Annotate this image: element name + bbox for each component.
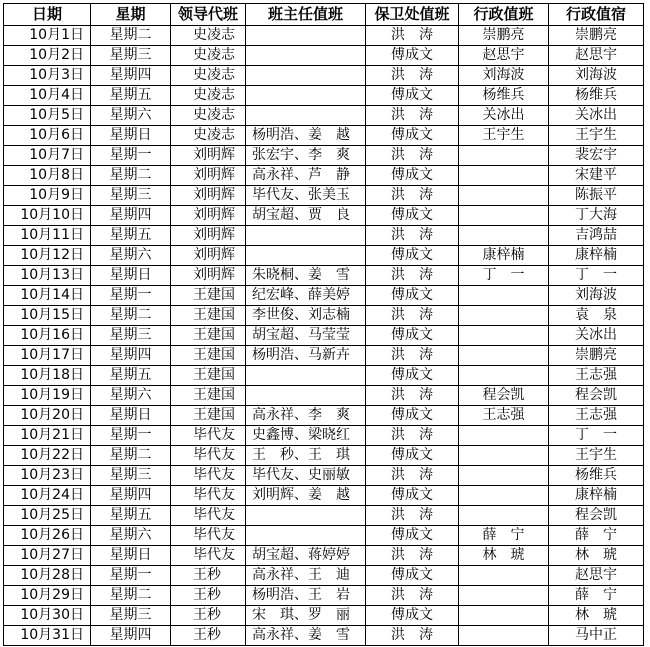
header-date: 日期 <box>4 4 91 26</box>
weekday-cell: 星期四 <box>91 346 171 366</box>
table-row <box>4 346 644 366</box>
duty-table <box>3 3 644 646</box>
admin-duty-cell: 刘海波 <box>459 66 549 86</box>
security-cell: 傅成文 <box>366 326 459 346</box>
admin-duty-cell <box>459 486 549 506</box>
date-cell: 10月20日 <box>4 406 91 426</box>
security-cell: 傅成文 <box>366 486 459 506</box>
admin-overnight-cell: 赵思宇 <box>549 46 644 66</box>
admin-overnight-cell: 王宇生 <box>549 446 644 466</box>
leader-cell: 王建国 <box>171 346 246 366</box>
weekday-cell: 星期五 <box>91 366 171 386</box>
head-teacher-cell: 朱晓桐、姜 雪 <box>246 266 366 286</box>
date-cell: 10月22日 <box>4 446 91 466</box>
admin-duty-cell <box>459 426 549 446</box>
table-row <box>4 286 644 306</box>
admin-overnight-cell: 崇鹏亮 <box>549 346 644 366</box>
security-cell: 傅成文 <box>366 406 459 426</box>
admin-overnight-cell: 王志强 <box>549 366 644 386</box>
admin-duty-cell <box>459 366 549 386</box>
weekday-cell: 星期六 <box>91 246 171 266</box>
header-admin-overnight: 行政值宿 <box>549 4 644 26</box>
admin-overnight-cell: 关冰出 <box>549 326 644 346</box>
weekday-cell: 星期一 <box>91 286 171 306</box>
admin-overnight-cell: 赵思宇 <box>549 566 644 586</box>
head-teacher-cell: 纪宏峰、薛美婷 <box>246 286 366 306</box>
security-cell: 洪 涛 <box>366 226 459 246</box>
admin-duty-cell <box>459 506 549 526</box>
leader-cell: 刘明辉 <box>171 206 246 226</box>
date-cell: 10月11日 <box>4 226 91 246</box>
security-cell: 洪 涛 <box>366 186 459 206</box>
security-cell: 洪 涛 <box>366 426 459 446</box>
leader-cell: 毕代友 <box>171 426 246 446</box>
table-row <box>4 46 644 66</box>
admin-overnight-cell: 薛 宁 <box>549 586 644 606</box>
admin-overnight-cell: 薛 宁 <box>549 526 644 546</box>
head-teacher-cell: 王 秒、王 琪 <box>246 446 366 466</box>
admin-overnight-cell: 崇鹏亮 <box>549 26 644 46</box>
security-cell: 洪 涛 <box>366 26 459 46</box>
admin-duty-cell: 关冰出 <box>459 106 549 126</box>
date-cell: 10月15日 <box>4 306 91 326</box>
admin-overnight-cell: 康梓楠 <box>549 246 644 266</box>
head-teacher-cell <box>246 86 366 106</box>
security-cell: 傅成文 <box>366 566 459 586</box>
table-row <box>4 506 644 526</box>
date-cell: 10月2日 <box>4 46 91 66</box>
admin-overnight-cell: 吉鸿喆 <box>549 226 644 246</box>
head-teacher-cell <box>246 26 366 46</box>
admin-duty-cell: 王宇生 <box>459 126 549 146</box>
weekday-cell: 星期二 <box>91 586 171 606</box>
table-row <box>4 306 644 326</box>
security-cell: 洪 涛 <box>366 506 459 526</box>
leader-cell: 毕代友 <box>171 466 246 486</box>
date-cell: 10月27日 <box>4 546 91 566</box>
admin-duty-cell <box>459 586 549 606</box>
weekday-cell: 星期三 <box>91 186 171 206</box>
leader-cell: 刘明辉 <box>171 246 246 266</box>
admin-overnight-cell: 程会凯 <box>549 506 644 526</box>
admin-overnight-cell: 林 琥 <box>549 546 644 566</box>
admin-duty-cell <box>459 206 549 226</box>
leader-cell: 刘明辉 <box>171 146 246 166</box>
weekday-cell: 星期四 <box>91 66 171 86</box>
admin-duty-cell: 康梓楠 <box>459 246 549 266</box>
admin-duty-cell: 王志强 <box>459 406 549 426</box>
admin-overnight-cell: 关冰出 <box>549 106 644 126</box>
leader-cell: 史凌志 <box>171 106 246 126</box>
header-leader-on-duty: 领导代班 <box>171 4 246 26</box>
admin-duty-cell <box>459 626 549 646</box>
date-cell: 10月17日 <box>4 346 91 366</box>
head-teacher-cell <box>246 526 366 546</box>
admin-duty-cell <box>459 226 549 246</box>
head-teacher-cell: 史鑫博、梁晓红 <box>246 426 366 446</box>
weekday-cell: 星期三 <box>91 326 171 346</box>
security-cell: 傅成文 <box>366 446 459 466</box>
header-admin-duty: 行政值班 <box>459 4 549 26</box>
security-cell: 洪 涛 <box>366 586 459 606</box>
head-teacher-cell: 李世俊、刘志楠 <box>246 306 366 326</box>
header-row <box>4 4 644 26</box>
admin-duty-cell <box>459 606 549 626</box>
date-cell: 10月3日 <box>4 66 91 86</box>
security-cell: 洪 涛 <box>366 546 459 566</box>
admin-overnight-cell: 陈振平 <box>549 186 644 206</box>
leader-cell: 毕代友 <box>171 486 246 506</box>
security-cell: 傅成文 <box>366 246 459 266</box>
admin-overnight-cell: 王志强 <box>549 406 644 426</box>
admin-duty-cell: 林 琥 <box>459 546 549 566</box>
head-teacher-cell: 毕代友、史丽敏 <box>246 466 366 486</box>
admin-duty-cell <box>459 346 549 366</box>
date-cell: 10月6日 <box>4 126 91 146</box>
date-cell: 10月31日 <box>4 626 91 646</box>
security-cell: 傅成文 <box>366 526 459 546</box>
header-head-teacher-duty: 班主任值班 <box>246 4 366 26</box>
weekday-cell: 星期一 <box>91 146 171 166</box>
weekday-cell: 星期二 <box>91 166 171 186</box>
admin-duty-cell: 薛 宁 <box>459 526 549 546</box>
admin-duty-cell <box>459 166 549 186</box>
leader-cell: 刘明辉 <box>171 166 246 186</box>
weekday-cell: 星期五 <box>91 86 171 106</box>
head-teacher-cell: 宋 琪、罗 丽 <box>246 606 366 626</box>
table-row <box>4 226 644 246</box>
header-weekday: 星期 <box>91 4 171 26</box>
head-teacher-cell: 杨明浩、姜 越 <box>246 126 366 146</box>
date-cell: 10月19日 <box>4 386 91 406</box>
date-cell: 10月23日 <box>4 466 91 486</box>
date-cell: 10月8日 <box>4 166 91 186</box>
head-teacher-cell <box>246 226 366 246</box>
weekday-cell: 星期二 <box>91 26 171 46</box>
head-teacher-cell: 杨明浩、马新卉 <box>246 346 366 366</box>
table-row <box>4 246 644 266</box>
admin-overnight-cell: 康梓楠 <box>549 486 644 506</box>
head-teacher-cell: 高永祥、芦 静 <box>246 166 366 186</box>
leader-cell: 王建国 <box>171 366 246 386</box>
admin-duty-cell: 崇鹏亮 <box>459 26 549 46</box>
head-teacher-cell: 张宏宇、李 爽 <box>246 146 366 166</box>
table-row <box>4 86 644 106</box>
date-cell: 10月13日 <box>4 266 91 286</box>
admin-overnight-cell: 丁 一 <box>549 266 644 286</box>
table-row <box>4 486 644 506</box>
table-row <box>4 446 644 466</box>
date-cell: 10月7日 <box>4 146 91 166</box>
leader-cell: 毕代友 <box>171 446 246 466</box>
admin-overnight-cell: 刘海波 <box>549 66 644 86</box>
leader-cell: 毕代友 <box>171 546 246 566</box>
weekday-cell: 星期六 <box>91 526 171 546</box>
table-row <box>4 466 644 486</box>
date-cell: 10月12日 <box>4 246 91 266</box>
leader-cell: 刘明辉 <box>171 186 246 206</box>
head-teacher-cell <box>246 386 366 406</box>
weekday-cell: 星期日 <box>91 266 171 286</box>
security-cell: 傅成文 <box>366 86 459 106</box>
admin-duty-cell: 丁 一 <box>459 266 549 286</box>
date-cell: 10月9日 <box>4 186 91 206</box>
table-row <box>4 426 644 446</box>
table-row <box>4 266 644 286</box>
leader-cell: 王秒 <box>171 566 246 586</box>
security-cell: 傅成文 <box>366 166 459 186</box>
admin-overnight-cell: 杨维兵 <box>549 86 644 106</box>
admin-duty-cell <box>459 286 549 306</box>
security-cell: 洪 涛 <box>366 306 459 326</box>
head-teacher-cell <box>246 246 366 266</box>
leader-cell: 刘明辉 <box>171 266 246 286</box>
weekday-cell: 星期一 <box>91 426 171 446</box>
admin-overnight-cell: 裴宏宇 <box>549 146 644 166</box>
weekday-cell: 星期三 <box>91 46 171 66</box>
admin-overnight-cell: 王宇生 <box>549 126 644 146</box>
admin-overnight-cell: 林 琥 <box>549 606 644 626</box>
admin-duty-cell <box>459 466 549 486</box>
security-cell: 洪 涛 <box>366 66 459 86</box>
head-teacher-cell: 高永祥、李 爽 <box>246 406 366 426</box>
head-teacher-cell: 毕代友、张美玉 <box>246 186 366 206</box>
weekday-cell: 星期三 <box>91 606 171 626</box>
weekday-cell: 星期二 <box>91 306 171 326</box>
weekday-cell: 星期四 <box>91 206 171 226</box>
duty-schedule <box>3 3 644 646</box>
admin-overnight-cell: 丁大海 <box>549 206 644 226</box>
date-cell: 10月14日 <box>4 286 91 306</box>
weekday-cell: 星期日 <box>91 126 171 146</box>
table-row <box>4 146 644 166</box>
security-cell: 傅成文 <box>366 366 459 386</box>
admin-duty-cell <box>459 566 549 586</box>
table-row <box>4 546 644 566</box>
table-row <box>4 186 644 206</box>
admin-overnight-cell: 马中正 <box>549 626 644 646</box>
leader-cell: 王建国 <box>171 286 246 306</box>
admin-duty-cell <box>459 446 549 466</box>
admin-overnight-cell: 程会凯 <box>549 386 644 406</box>
weekday-cell: 星期五 <box>91 226 171 246</box>
admin-duty-cell <box>459 326 549 346</box>
leader-cell: 王建国 <box>171 306 246 326</box>
leader-cell: 王秒 <box>171 586 246 606</box>
head-teacher-cell <box>246 46 366 66</box>
admin-overnight-cell: 杨维兵 <box>549 466 644 486</box>
head-teacher-cell: 胡宝超、贾 良 <box>246 206 366 226</box>
date-cell: 10月28日 <box>4 566 91 586</box>
date-cell: 10月4日 <box>4 86 91 106</box>
admin-overnight-cell: 丁 一 <box>549 426 644 446</box>
leader-cell: 王秒 <box>171 606 246 626</box>
head-teacher-cell: 高永祥、王 迪 <box>246 566 366 586</box>
table-row <box>4 326 644 346</box>
security-cell: 洪 涛 <box>366 346 459 366</box>
security-cell: 傅成文 <box>366 46 459 66</box>
leader-cell: 史凌志 <box>171 86 246 106</box>
security-cell: 傅成文 <box>366 286 459 306</box>
table-row <box>4 126 644 146</box>
weekday-cell: 星期三 <box>91 466 171 486</box>
date-cell: 10月24日 <box>4 486 91 506</box>
date-cell: 10月21日 <box>4 426 91 446</box>
date-cell: 10月16日 <box>4 326 91 346</box>
security-cell: 傅成文 <box>366 126 459 146</box>
table-row <box>4 606 644 626</box>
head-teacher-cell <box>246 66 366 86</box>
leader-cell: 史凌志 <box>171 46 246 66</box>
table-row <box>4 586 644 606</box>
security-cell: 洪 涛 <box>366 386 459 406</box>
leader-cell: 王建国 <box>171 386 246 406</box>
table-row <box>4 566 644 586</box>
head-teacher-cell: 胡宝超、马莹莹 <box>246 326 366 346</box>
admin-duty-cell <box>459 306 549 326</box>
table-row <box>4 166 644 186</box>
admin-duty-cell <box>459 186 549 206</box>
head-teacher-cell: 胡宝超、蒋婷婷 <box>246 546 366 566</box>
leader-cell: 毕代友 <box>171 526 246 546</box>
table-row <box>4 66 644 86</box>
date-cell: 10月5日 <box>4 106 91 126</box>
table-row <box>4 526 644 546</box>
head-teacher-cell: 高永祥、姜 雪 <box>246 626 366 646</box>
admin-duty-cell: 赵思宇 <box>459 46 549 66</box>
weekday-cell: 星期四 <box>91 486 171 506</box>
admin-duty-cell <box>459 146 549 166</box>
admin-overnight-cell: 宋建平 <box>549 166 644 186</box>
security-cell: 洪 涛 <box>366 626 459 646</box>
security-cell: 洪 涛 <box>366 106 459 126</box>
leader-cell: 史凌志 <box>171 26 246 46</box>
table-row <box>4 626 644 646</box>
security-cell: 洪 涛 <box>366 266 459 286</box>
weekday-cell: 星期一 <box>91 566 171 586</box>
table-row <box>4 386 644 406</box>
admin-overnight-cell: 袁 泉 <box>549 306 644 326</box>
header-security-duty: 保卫处值班 <box>366 4 459 26</box>
security-cell: 傅成文 <box>366 606 459 626</box>
date-cell: 10月29日 <box>4 586 91 606</box>
date-cell: 10月1日 <box>4 26 91 46</box>
weekday-cell: 星期日 <box>91 546 171 566</box>
date-cell: 10月25日 <box>4 506 91 526</box>
weekday-cell: 星期六 <box>91 386 171 406</box>
table-row <box>4 406 644 426</box>
head-teacher-cell: 杨明浩、王 岩 <box>246 586 366 606</box>
head-teacher-cell: 刘明辉、姜 越 <box>246 486 366 506</box>
weekday-cell: 星期六 <box>91 106 171 126</box>
leader-cell: 王建国 <box>171 326 246 346</box>
date-cell: 10月26日 <box>4 526 91 546</box>
date-cell: 10月18日 <box>4 366 91 386</box>
admin-overnight-cell: 刘海波 <box>549 286 644 306</box>
weekday-cell: 星期五 <box>91 506 171 526</box>
leader-cell: 刘明辉 <box>171 226 246 246</box>
security-cell: 傅成文 <box>366 206 459 226</box>
leader-cell: 王建国 <box>171 406 246 426</box>
table-row <box>4 206 644 226</box>
security-cell: 洪 涛 <box>366 146 459 166</box>
security-cell: 洪 涛 <box>366 466 459 486</box>
leader-cell: 史凌志 <box>171 66 246 86</box>
head-teacher-cell <box>246 366 366 386</box>
weekday-cell: 星期四 <box>91 626 171 646</box>
leader-cell: 史凌志 <box>171 126 246 146</box>
table-row <box>4 106 644 126</box>
leader-cell: 王秒 <box>171 626 246 646</box>
head-teacher-cell <box>246 106 366 126</box>
weekday-cell: 星期二 <box>91 446 171 466</box>
admin-duty-cell: 程会凯 <box>459 386 549 406</box>
admin-duty-cell: 杨维兵 <box>459 86 549 106</box>
table-row <box>4 366 644 386</box>
weekday-cell: 星期日 <box>91 406 171 426</box>
head-teacher-cell <box>246 506 366 526</box>
leader-cell: 毕代友 <box>171 506 246 526</box>
date-cell: 10月10日 <box>4 206 91 226</box>
date-cell: 10月30日 <box>4 606 91 626</box>
table-row <box>4 26 644 46</box>
